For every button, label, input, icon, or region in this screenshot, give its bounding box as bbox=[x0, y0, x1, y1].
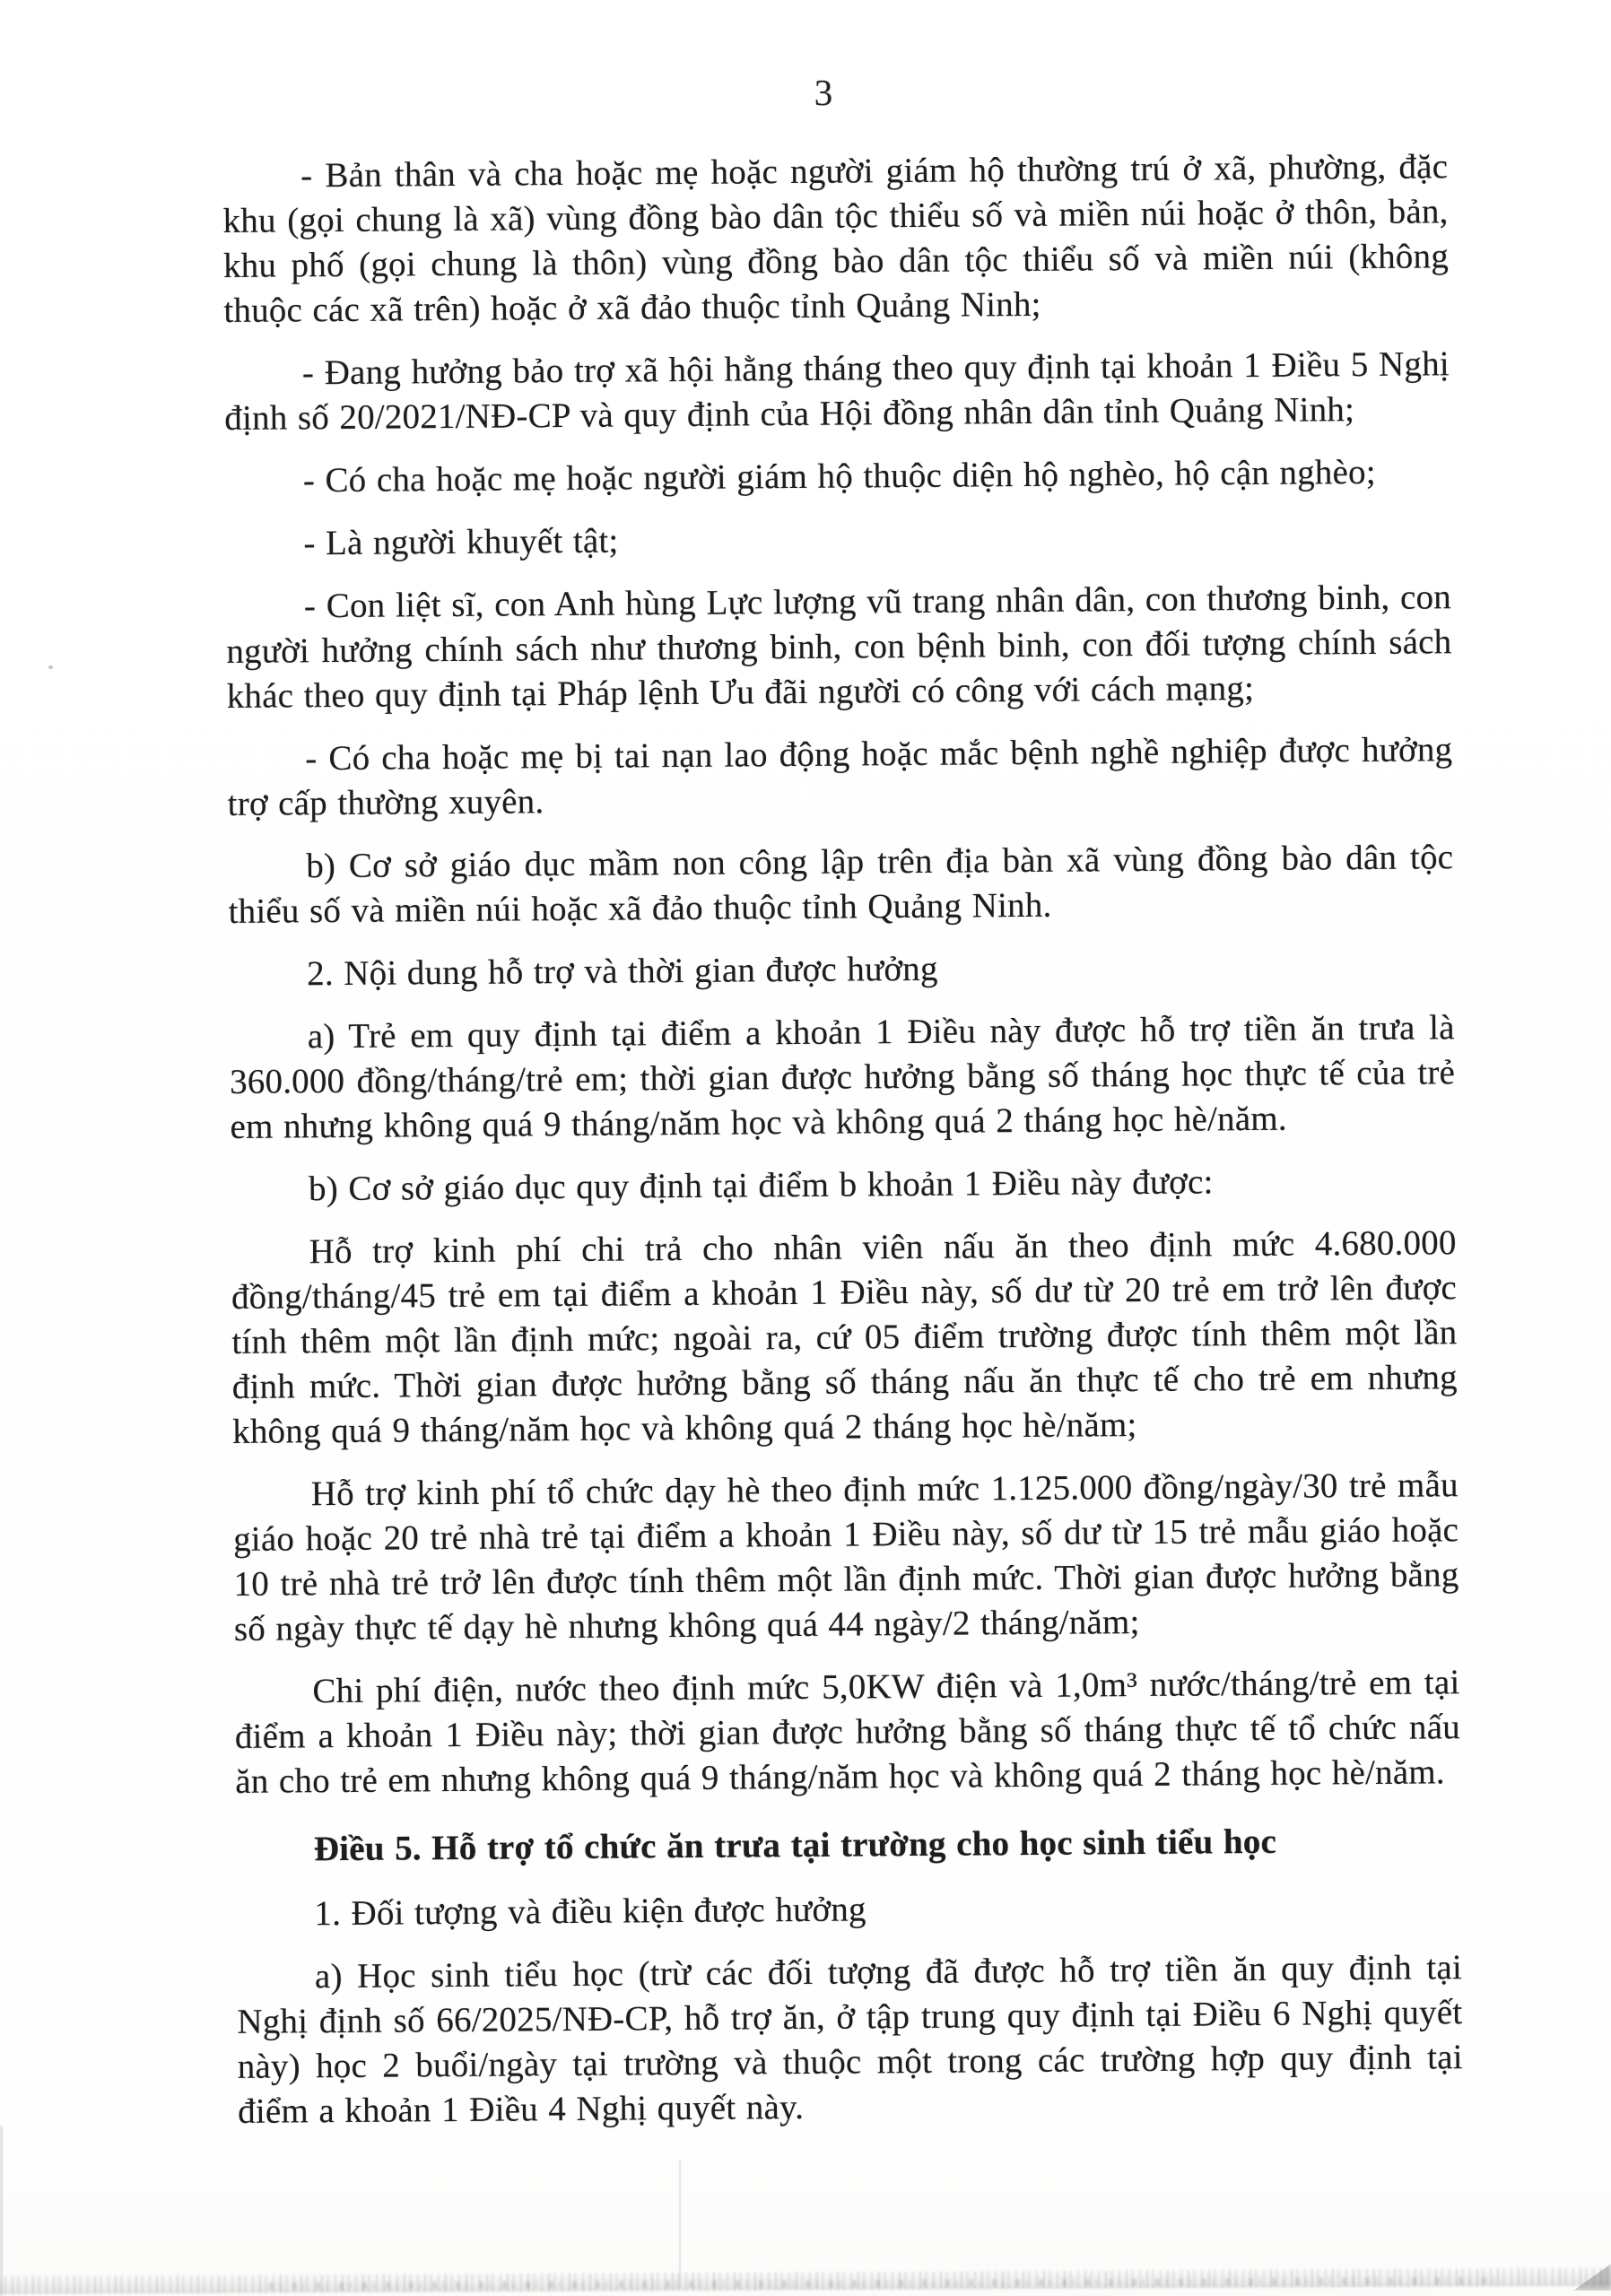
para-dash-residence: - Bản thân và cha hoặc mẹ hoặc người giám hộ thường trú ở xã, phường, đặc khu (gọi chung là xã) vùng đồng bào dân tộc thiểu số và miền núi hoặc ở thôn, bản, khu phố (gọi chung là thôn) vùng đồng bào dân tộc thiểu số và miền núi (không thuộc các xã trên) hoặc ở xã đảo thuộc tỉnh Quảng Ninh; bbox=[222, 147, 1450, 330]
scan-left-edge-artifact bbox=[0, 2126, 3, 2296]
para-cook-staff-funding: Hỗ trợ kinh phí chi trả cho nhân viên nấu ăn theo định mức 4.680.000 đồng/tháng/45 trẻ em tại điểm a khoản 1 Điều này, số dư từ 20 trẻ em trở lên được tính thêm một lần định mức; ngoài ra, cứ 05 điểm trường được tính thêm một lần định mức. Thời gian được hưởng bằng số tháng nấu ăn thực tế cho trẻ em nhưng không quá 9 tháng/năm học và không quá 2 tháng học hè/năm; bbox=[231, 1223, 1458, 1451]
para-dash-poor-household: - Có cha hoặc mẹ hoặc người giám hộ thuộc diện hộ nghèo, hộ cận nghèo; bbox=[302, 452, 1376, 500]
heading-article-5: Điều 5. Hỗ trợ tổ chức ăn trưa tại trường cho học sinh tiểu học bbox=[313, 1822, 1277, 1869]
para-dash-disability: - Là người khuyết tật; bbox=[303, 521, 619, 563]
para-dash-martyr-children: - Con liệt sĩ, con Anh hùng Lực lượng vũ trang nhân dân, con thương binh, con người hưởng chính sách như thương binh, con bệnh binh, con đối tượng chính sách khác theo quy định tại Pháp lệnh Ưu đãi người có công với cách mạng; bbox=[226, 578, 1452, 716]
document-body bbox=[222, 144, 1463, 2152]
para-electricity-water-costs: Chi phí điện, nước theo định mức 5,0KW điện và 1,0m³ nước/tháng/trẻ em tại điểm a khoản 1 Điều này; thời gian được hưởng bằng số tháng thực tế tổ chức nấu ăn cho trẻ em nhưng không quá 9 tháng/năm học và không quá 2 tháng học hè/năm. bbox=[234, 1663, 1460, 1801]
para-a-lunch-allowance: a) Trẻ em quy định tại điểm a khoản 1 Điều này được hỗ trợ tiền ăn trưa là 360.000 đồng/tháng/trẻ em; thời gian được hưởng bằng số tháng học thực tế của trẻ em nhưng không quá 9 tháng/năm học và không quá 2 tháng học hè/năm. bbox=[229, 1008, 1456, 1146]
para-dash-parent-accident: - Có cha hoặc mẹ bị tai nạn lao động hoặc mắc bệnh nghề nghiệp được hưởng trợ cấp thường xuyên. bbox=[227, 730, 1453, 823]
para-1-eligibility: 1. Đối tượng và điều kiện được hưởng bbox=[314, 1890, 866, 1934]
para-dash-social-protection: - Đang hưởng bảo trợ xã hội hằng tháng theo quy định tại khoản 1 Điều 5 Nghị định số 20/2021/NĐ-CP và quy định của Hội đồng nhân dân tỉnh Quảng Ninh; bbox=[224, 344, 1450, 438]
para-2-support-content: 2. Nội dung hỗ trợ và thời gian được hưởng bbox=[307, 949, 938, 994]
scan-scratch bbox=[679, 2160, 681, 2287]
page-number: 3 bbox=[814, 72, 833, 113]
para-summer-teaching-funding: Hỗ trợ kinh phí tổ chức dạy hè theo định mức 1.125.000 đồng/ngày/30 trẻ mẫu giáo hoặc 20 trẻ nhà trẻ tại điểm a khoản 1 Điều này, số dư từ 15 trẻ mẫu giáo hoặc 10 trẻ nhà trẻ trở lên được tính thêm một lần định mức. Thời gian được hưởng bằng số ngày thực tế dạy hè nhưng không quá 44 ngày/2 tháng/năm; bbox=[232, 1465, 1459, 1648]
para-a-primary-students: a) Học sinh tiểu học (trừ các đối tượng đã được hỗ trợ tiền ăn quy định tại Nghị định số 66/2025/NĐ-CP, hỗ trợ ăn, ở tập trung quy định tại Điều 6 Nghị quyết này) học 2 buổi/ngày tại trường và thuộc một trong các trường hợp quy định tại điểm a khoản 1 Điều 4 Nghị quyết này. bbox=[237, 1948, 1463, 2131]
scan-speck bbox=[48, 665, 53, 669]
para-b-institution-benefits: b) Cơ sở giáo dục quy định tại điểm b khoản 1 Điều này được: bbox=[308, 1162, 1214, 1209]
para-b-preschool-institutions: b) Cơ sở giáo dục mầm non công lập trên địa bàn xã vùng đồng bào dân tộc thiểu số và miền núi hoặc xã đảo thuộc tỉnh Quảng Ninh. bbox=[228, 838, 1454, 931]
